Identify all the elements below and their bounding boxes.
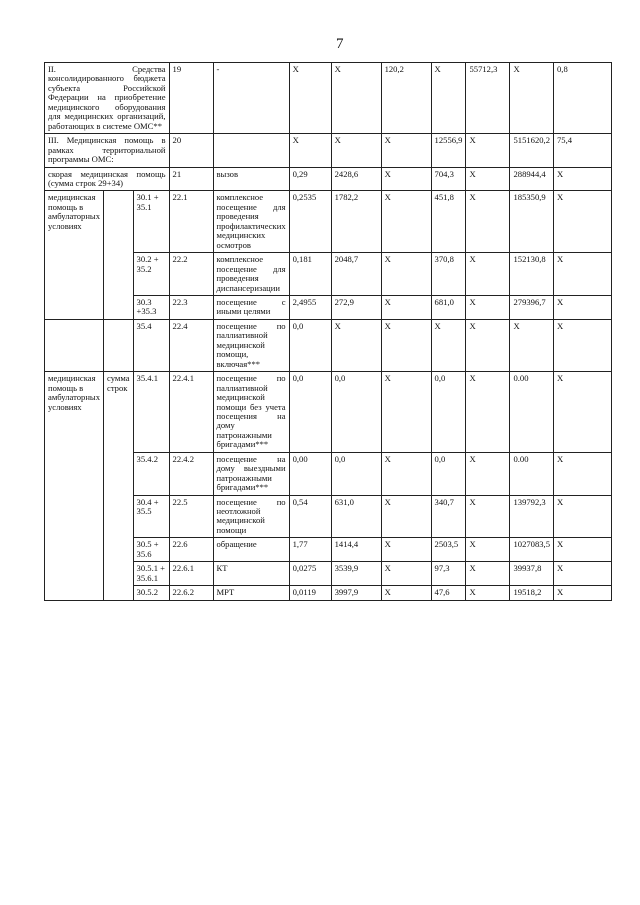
value-cell: 139792,3 xyxy=(510,495,554,538)
value-cell: 0,00 xyxy=(289,452,331,495)
value-cell: X xyxy=(554,295,612,319)
value-cell: 279396,7 xyxy=(510,295,554,319)
value-cell: 451,8 xyxy=(431,191,466,253)
row-ref: 30.5.2 xyxy=(133,586,169,600)
unit-cell: обращение xyxy=(213,538,289,562)
row-label: II. Средства консолидированного бюджета субъекта Российской Федерации на приобретение медицинского оборудования для медицинских организаций, работающих в системе ОМС** xyxy=(45,63,170,134)
row-number: 21 xyxy=(169,167,213,191)
value-cell: 0,181 xyxy=(289,253,331,296)
empty-cell xyxy=(104,191,134,319)
value-cell: 681,0 xyxy=(431,295,466,319)
unit-cell: вызов xyxy=(213,167,289,191)
row-ref: 30.5.1 + 35.6.1 xyxy=(133,562,169,586)
empty-cell xyxy=(45,319,104,371)
value-cell: X xyxy=(331,134,381,167)
value-cell: 55712,3 xyxy=(466,63,510,134)
value-cell: X xyxy=(331,319,381,371)
value-cell: X xyxy=(381,319,431,371)
value-cell: X xyxy=(381,167,431,191)
row-number: 22.2 xyxy=(169,253,213,296)
unit-cell xyxy=(213,134,289,167)
value-cell: 0,0 xyxy=(431,372,466,453)
row-ref: 35.4.1 xyxy=(133,372,169,453)
value-cell: 97,3 xyxy=(431,562,466,586)
table-row xyxy=(45,134,640,167)
value-cell: 1027083,5 xyxy=(510,538,554,562)
table-row xyxy=(45,253,640,296)
row-number: 20 xyxy=(169,134,213,167)
value-cell: X xyxy=(554,495,612,538)
empty-cell xyxy=(104,319,134,371)
value-cell: 2048,7 xyxy=(331,253,381,296)
table-row xyxy=(45,319,640,371)
value-cell: 0,29 xyxy=(289,167,331,191)
value-cell: X xyxy=(381,295,431,319)
unit-cell: - xyxy=(213,63,289,134)
value-cell: 185350,9 xyxy=(510,191,554,253)
unit-cell: комплексное посещение для проведения диспансеризации xyxy=(213,253,289,296)
financing-table xyxy=(44,62,640,601)
row-number: 22.6.2 xyxy=(169,586,213,600)
row-number: 22.6.1 xyxy=(169,562,213,586)
value-cell: 0,0 xyxy=(431,452,466,495)
table-row xyxy=(45,538,640,562)
row-number: 22.4.2 xyxy=(169,452,213,495)
row-number: 22.1 xyxy=(169,191,213,253)
unit-cell: МРТ xyxy=(213,586,289,600)
value-cell: X xyxy=(466,319,510,371)
value-cell: X xyxy=(466,452,510,495)
value-cell: X xyxy=(466,586,510,600)
value-cell: 39937,8 xyxy=(510,562,554,586)
value-cell: 0.00 xyxy=(510,452,554,495)
value-cell: X xyxy=(466,372,510,453)
unit-cell: посещение по паллиативной медицинской помощи без учета посещения на дому патронажными бригадами*** xyxy=(213,372,289,453)
group-label: медицинская помощь в амбулаторных условиях xyxy=(45,191,104,319)
value-cell: X xyxy=(381,253,431,296)
table-row xyxy=(45,586,640,600)
row-ref: 35.4.2 xyxy=(133,452,169,495)
row-number: 22.3 xyxy=(169,295,213,319)
row-ref: 30.2 + 35.2 xyxy=(133,253,169,296)
value-cell: X xyxy=(289,63,331,134)
value-cell: 3539,9 xyxy=(331,562,381,586)
value-cell: 12556,9 xyxy=(431,134,466,167)
value-cell: X xyxy=(510,63,554,134)
value-cell: X xyxy=(381,495,431,538)
value-cell: 152130,8 xyxy=(510,253,554,296)
row-ref: 30.3 +35.3 xyxy=(133,295,169,319)
value-cell: X xyxy=(554,319,612,371)
value-cell: 340,7 xyxy=(431,495,466,538)
unit-cell: посещение по неотложной медицинской помощи xyxy=(213,495,289,538)
value-cell: X xyxy=(554,562,612,586)
value-cell: 0,0 xyxy=(289,372,331,453)
value-cell: X xyxy=(431,319,466,371)
value-cell: 704,3 xyxy=(431,167,466,191)
row-number: 22.5 xyxy=(169,495,213,538)
value-cell: X xyxy=(466,253,510,296)
unit-cell: посещение по паллиативной медицинской помощи, включая*** xyxy=(213,319,289,371)
value-cell: 2503,5 xyxy=(431,538,466,562)
value-cell: X xyxy=(554,167,612,191)
value-cell: X xyxy=(331,63,381,134)
unit-cell: КТ xyxy=(213,562,289,586)
value-cell: X xyxy=(466,495,510,538)
table-row xyxy=(45,191,640,253)
row-label: скорая медицинская помощь (сумма строк 29+34) xyxy=(45,167,170,191)
row-number: 22.4 xyxy=(169,319,213,371)
value-cell: X xyxy=(381,452,431,495)
table-row xyxy=(45,295,640,319)
row-number: 22.4.1 xyxy=(169,372,213,453)
table-row xyxy=(45,63,640,134)
row-ref: 35.4 xyxy=(133,319,169,371)
value-cell: 0.00 xyxy=(510,372,554,453)
value-cell: 5151620,2 xyxy=(510,134,554,167)
row-ref: 30.4 + 35.5 xyxy=(133,495,169,538)
value-cell: X xyxy=(431,63,466,134)
value-cell: X xyxy=(554,253,612,296)
table-row xyxy=(45,495,640,538)
row-ref: 30.1 + 35.1 xyxy=(133,191,169,253)
table-row xyxy=(45,372,640,453)
unit-cell: посещение с иными целями xyxy=(213,295,289,319)
row-label: III. Медицинская помощь в рамках территориальной программы ОМС: xyxy=(45,134,170,167)
page-number: 7 xyxy=(336,36,344,52)
value-cell: 288944,4 xyxy=(510,167,554,191)
value-cell: 0,54 xyxy=(289,495,331,538)
value-cell: 631,0 xyxy=(331,495,381,538)
group-label: медицинская помощь в амбулаторных условиях xyxy=(45,372,104,601)
value-cell: X xyxy=(466,191,510,253)
row-ref: 30.5 + 35.6 xyxy=(133,538,169,562)
value-cell: X xyxy=(466,562,510,586)
value-cell: X xyxy=(289,134,331,167)
value-cell: 370,8 xyxy=(431,253,466,296)
table-row xyxy=(45,562,640,586)
value-cell: X xyxy=(554,538,612,562)
row-number: 19 xyxy=(169,63,213,134)
value-cell: 2428,6 xyxy=(331,167,381,191)
value-cell: X xyxy=(381,538,431,562)
value-cell: X xyxy=(510,319,554,371)
value-cell: 1782,2 xyxy=(331,191,381,253)
table-row xyxy=(45,167,640,191)
unit-cell: посещение на дому выездными патронажными бригадами*** xyxy=(213,452,289,495)
value-cell: 0,0 xyxy=(331,372,381,453)
value-cell: 0,0275 xyxy=(289,562,331,586)
value-cell: 2,4955 xyxy=(289,295,331,319)
sum-label: сумма строк xyxy=(104,372,134,601)
value-cell: X xyxy=(554,586,612,600)
value-cell: 1414,4 xyxy=(331,538,381,562)
value-cell: X xyxy=(466,538,510,562)
value-cell: 0,0 xyxy=(289,319,331,371)
value-cell: 3997,9 xyxy=(331,586,381,600)
value-cell: 0,0 xyxy=(331,452,381,495)
row-number: 22.6 xyxy=(169,538,213,562)
value-cell: 47,6 xyxy=(431,586,466,600)
value-cell: X xyxy=(466,167,510,191)
unit-cell: комплексное посещение для проведения профилактических медицинских осмотров xyxy=(213,191,289,253)
value-cell: X xyxy=(381,134,431,167)
value-cell: X xyxy=(554,372,612,453)
value-cell: 75,4 xyxy=(554,134,612,167)
value-cell: X xyxy=(466,295,510,319)
value-cell: 19518,2 xyxy=(510,586,554,600)
value-cell: X xyxy=(381,191,431,253)
table-row xyxy=(45,452,640,495)
value-cell: 0,2535 xyxy=(289,191,331,253)
value-cell: X xyxy=(381,372,431,453)
value-cell: 120,2 xyxy=(381,63,431,134)
value-cell: X xyxy=(554,452,612,495)
value-cell: 1,77 xyxy=(289,538,331,562)
value-cell: X xyxy=(466,134,510,167)
value-cell: 272,9 xyxy=(331,295,381,319)
value-cell: X xyxy=(554,191,612,253)
value-cell: X xyxy=(381,562,431,586)
value-cell: X xyxy=(381,586,431,600)
value-cell: 0,0119 xyxy=(289,586,331,600)
value-cell: 0,8 xyxy=(554,63,612,134)
